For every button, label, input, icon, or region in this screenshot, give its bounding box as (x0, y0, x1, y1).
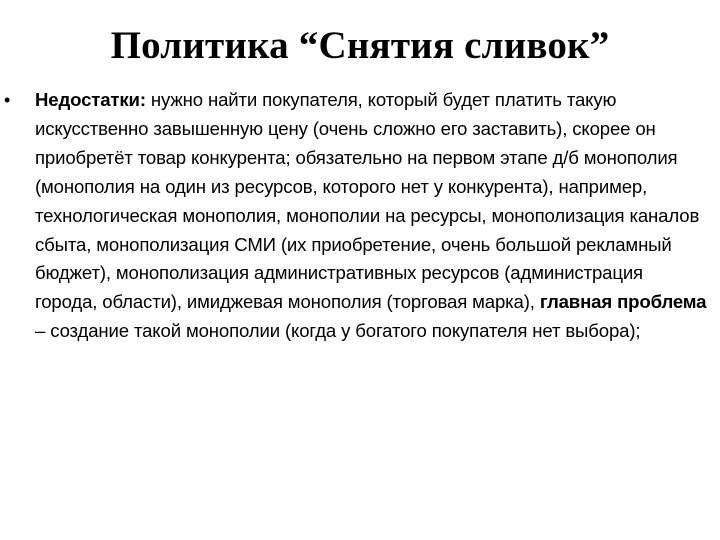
bullet-lead-label: Недостатки: (35, 89, 146, 110)
slide-title: Политика “Снятия сливок” (110, 24, 610, 67)
bullet-text-part-2: – создание такой монополии (когда у богатого покупателя нет выбора); (35, 320, 641, 342)
bullet-item-disadvantages (0, 86, 720, 346)
bullet-list (0, 86, 720, 346)
bullet-text-part-1: нужно найти покупателя, который будет платить такую искусственно завышенную цену (очень сложно его заставить), скорее он приобретёт товар конкурента; обязательно на первом этапе д/б монополия (монополия на один из ресурсов, которого нет у конкурента), например, технологическая монополия, монополии на ресурсы, монополизация каналов сбыта, монополизация СМИ (их приобретение, очень большой рекламный бюджет), монополизация административных ресурсов (администрация города, области), имиджевая монополия (торговая марка), (35, 89, 700, 313)
bullet-emphasis: главная проблема (539, 291, 707, 313)
bullet-marker: • (4, 90, 11, 110)
